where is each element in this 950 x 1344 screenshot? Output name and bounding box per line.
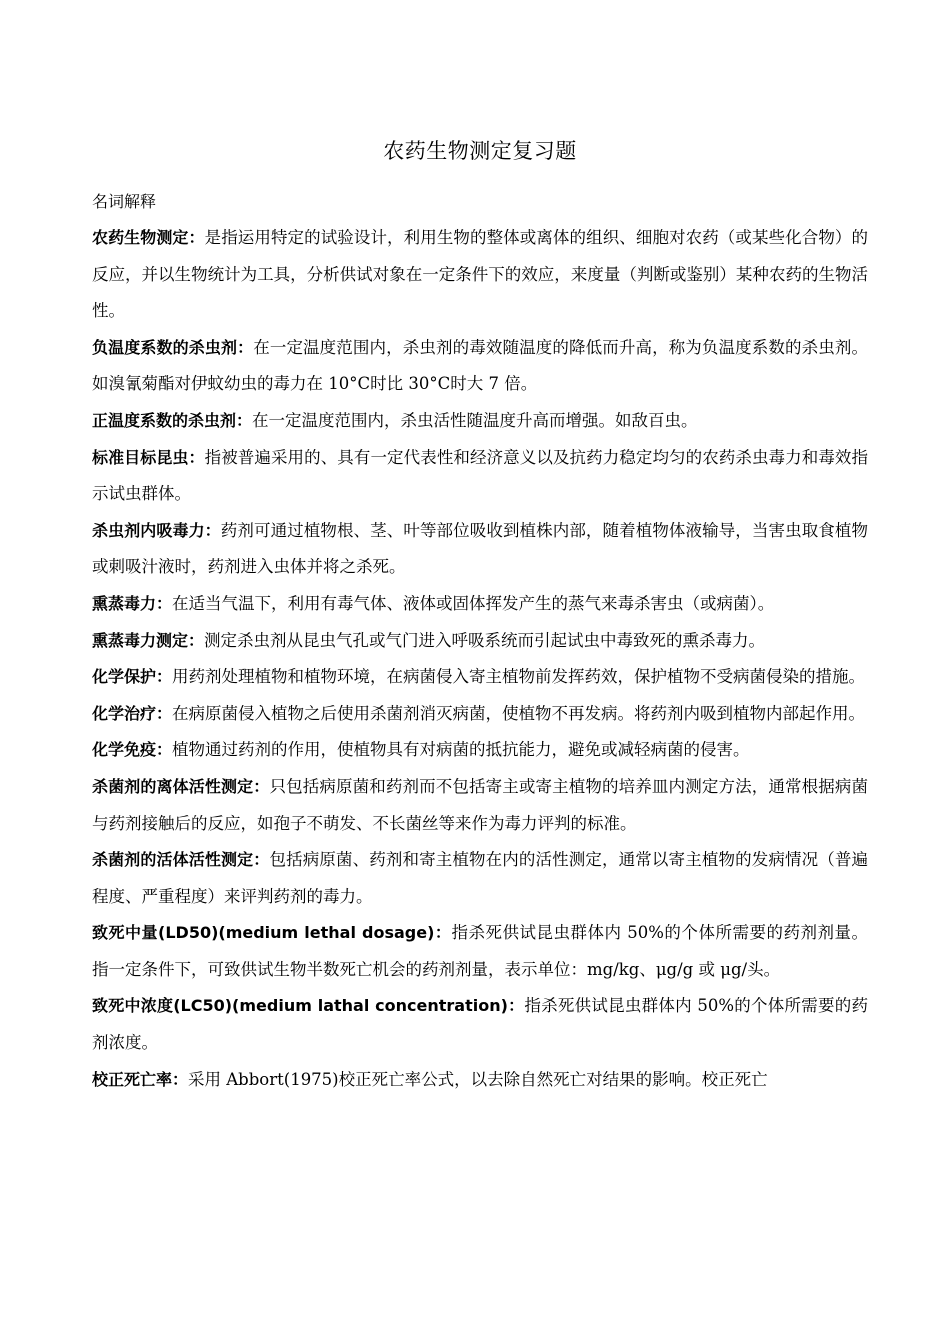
definition-entry [92, 696, 868, 733]
definition-text: 只包括病原菌和药剂而不包括寄主或寄主植物的培养皿内测定方法，通常根据病菌与药剂接触后的反应，如孢子不萌发、不长菌丝等来作为毒力评判的标准。 [92, 776, 868, 833]
definition-term: 杀虫剂内吸毒力： [92, 520, 221, 540]
definition-text: 采用 Abbort(1975)校正死亡率公式，以去除自然死亡对结果的影响。校正死亡 [188, 1069, 768, 1089]
definition-term: 杀菌剂的活体活性测定： [92, 850, 270, 870]
definition-text: 是指运用特定的试验设计，利用生物的整体或离体的组织、细胞对农药（或某些化合物）的反应，并以生物统计为工具，分析供试对象在一定条件下的效应，来度量（判断或鉴别）某种农药的生物活性。 [92, 228, 868, 321]
definition-entry [92, 623, 868, 660]
definition-term: 标准目标昆虫： [92, 447, 205, 467]
definition-term: 农药生物测定： [92, 228, 205, 247]
definition-term: 熏蒸毒力测定： [92, 630, 205, 650]
definition-entry [92, 988, 868, 1061]
definition-entry [92, 915, 868, 988]
definition-term: 正温度系数的杀虫剂： [92, 410, 253, 430]
definition-entry [92, 513, 868, 586]
definition-entry [92, 440, 868, 513]
definition-entry [92, 403, 868, 440]
definition-text: 指杀死供试昆虫群体内 50%的个体所需要的药剂剂量。指一定条件下，可致供试生物半数死亡机会的药剂剂量，表示单位：mg/kg、μg/g 或 μg/头。 [92, 923, 868, 979]
definition-entry [92, 1062, 868, 1099]
definition-text: 在病原菌侵入植物之后使用杀菌剂消灭病菌，使植物不再发病。将药剂内吸到植物内部起作用。 [172, 703, 866, 723]
definition-entry [92, 586, 868, 623]
definition-text: 指杀死供试昆虫群体内 50%的个体所需要的药剂浓度。 [92, 996, 868, 1053]
definition-text: 在一定温度范围内，杀虫活性随温度升高而增强。如敌百虫。 [252, 410, 698, 430]
definition-entry [92, 842, 868, 915]
definition-term: 致死中量(LD50)(medium lethal dosage)： [92, 923, 452, 943]
document-title: 农药生物测定复习题 [383, 139, 577, 163]
document-page [92, 128, 868, 1098]
definition-term: 化学治疗： [92, 703, 173, 723]
definition-entry [92, 659, 868, 696]
definition-term: 负温度系数的杀虫剂： [92, 337, 254, 357]
definition-entry [92, 220, 868, 330]
definition-text: 测定杀虫剂从昆虫气孔或气门进入呼吸系统而引起试虫中毒致死的熏杀毒力。 [204, 630, 766, 650]
definition-text: 用药剂处理植物和植物环境，在病菌侵入寄主植物前发挥药效，保护植物不受病菌侵染的措施。 [172, 667, 866, 687]
definition-text: 植物通过药剂的作用，使植物具有对病菌的抵抗能力，避免或减轻病菌的侵害。 [172, 740, 750, 760]
definition-term: 化学免疫： [92, 740, 173, 760]
section-heading: 名词解释 [92, 192, 157, 211]
definition-text: 指被普遍采用的、具有一定代表性和经济意义以及抗药力稳定均匀的农药杀虫毒力和毒效指示试虫群体。 [92, 447, 868, 504]
definition-text: 药剂可通过植物根、茎、叶等部位吸收到植株内部，随着植物体液输导，当害虫取食植物或刺吸汁液时，药剂进入虫体并将之杀死。 [92, 520, 868, 577]
definition-text: 在适当气温下，利用有毒气体、液体或固体挥发产生的蒸气来毒杀害虫（或病菌）。 [172, 593, 775, 613]
definition-term: 校正死亡率： [92, 1069, 189, 1089]
definition-entry [92, 769, 868, 842]
definition-entry [92, 732, 868, 769]
definition-term: 致死中浓度(LC50)(medium lathal concentration)： [92, 996, 525, 1016]
definition-term: 化学保护： [92, 667, 173, 687]
definition-term: 杀菌剂的离体活性测定： [92, 776, 270, 796]
definition-entry [92, 330, 868, 403]
definition-term: 熏蒸毒力： [92, 593, 173, 613]
definition-text: 在一定温度范围内，杀虫剂的毒效随温度的降低而升高，称为负温度系数的杀虫剂。如溴氰菊酯对伊蚊幼虫的毒力在 10°C时比 30°C时大 7 倍。 [92, 337, 868, 394]
definition-text: 包括病原菌、药剂和寄主植物在内的活性测定，通常以寄主植物的发病情况（普遍程度、严重程度）来评判药剂的毒力。 [92, 850, 868, 906]
